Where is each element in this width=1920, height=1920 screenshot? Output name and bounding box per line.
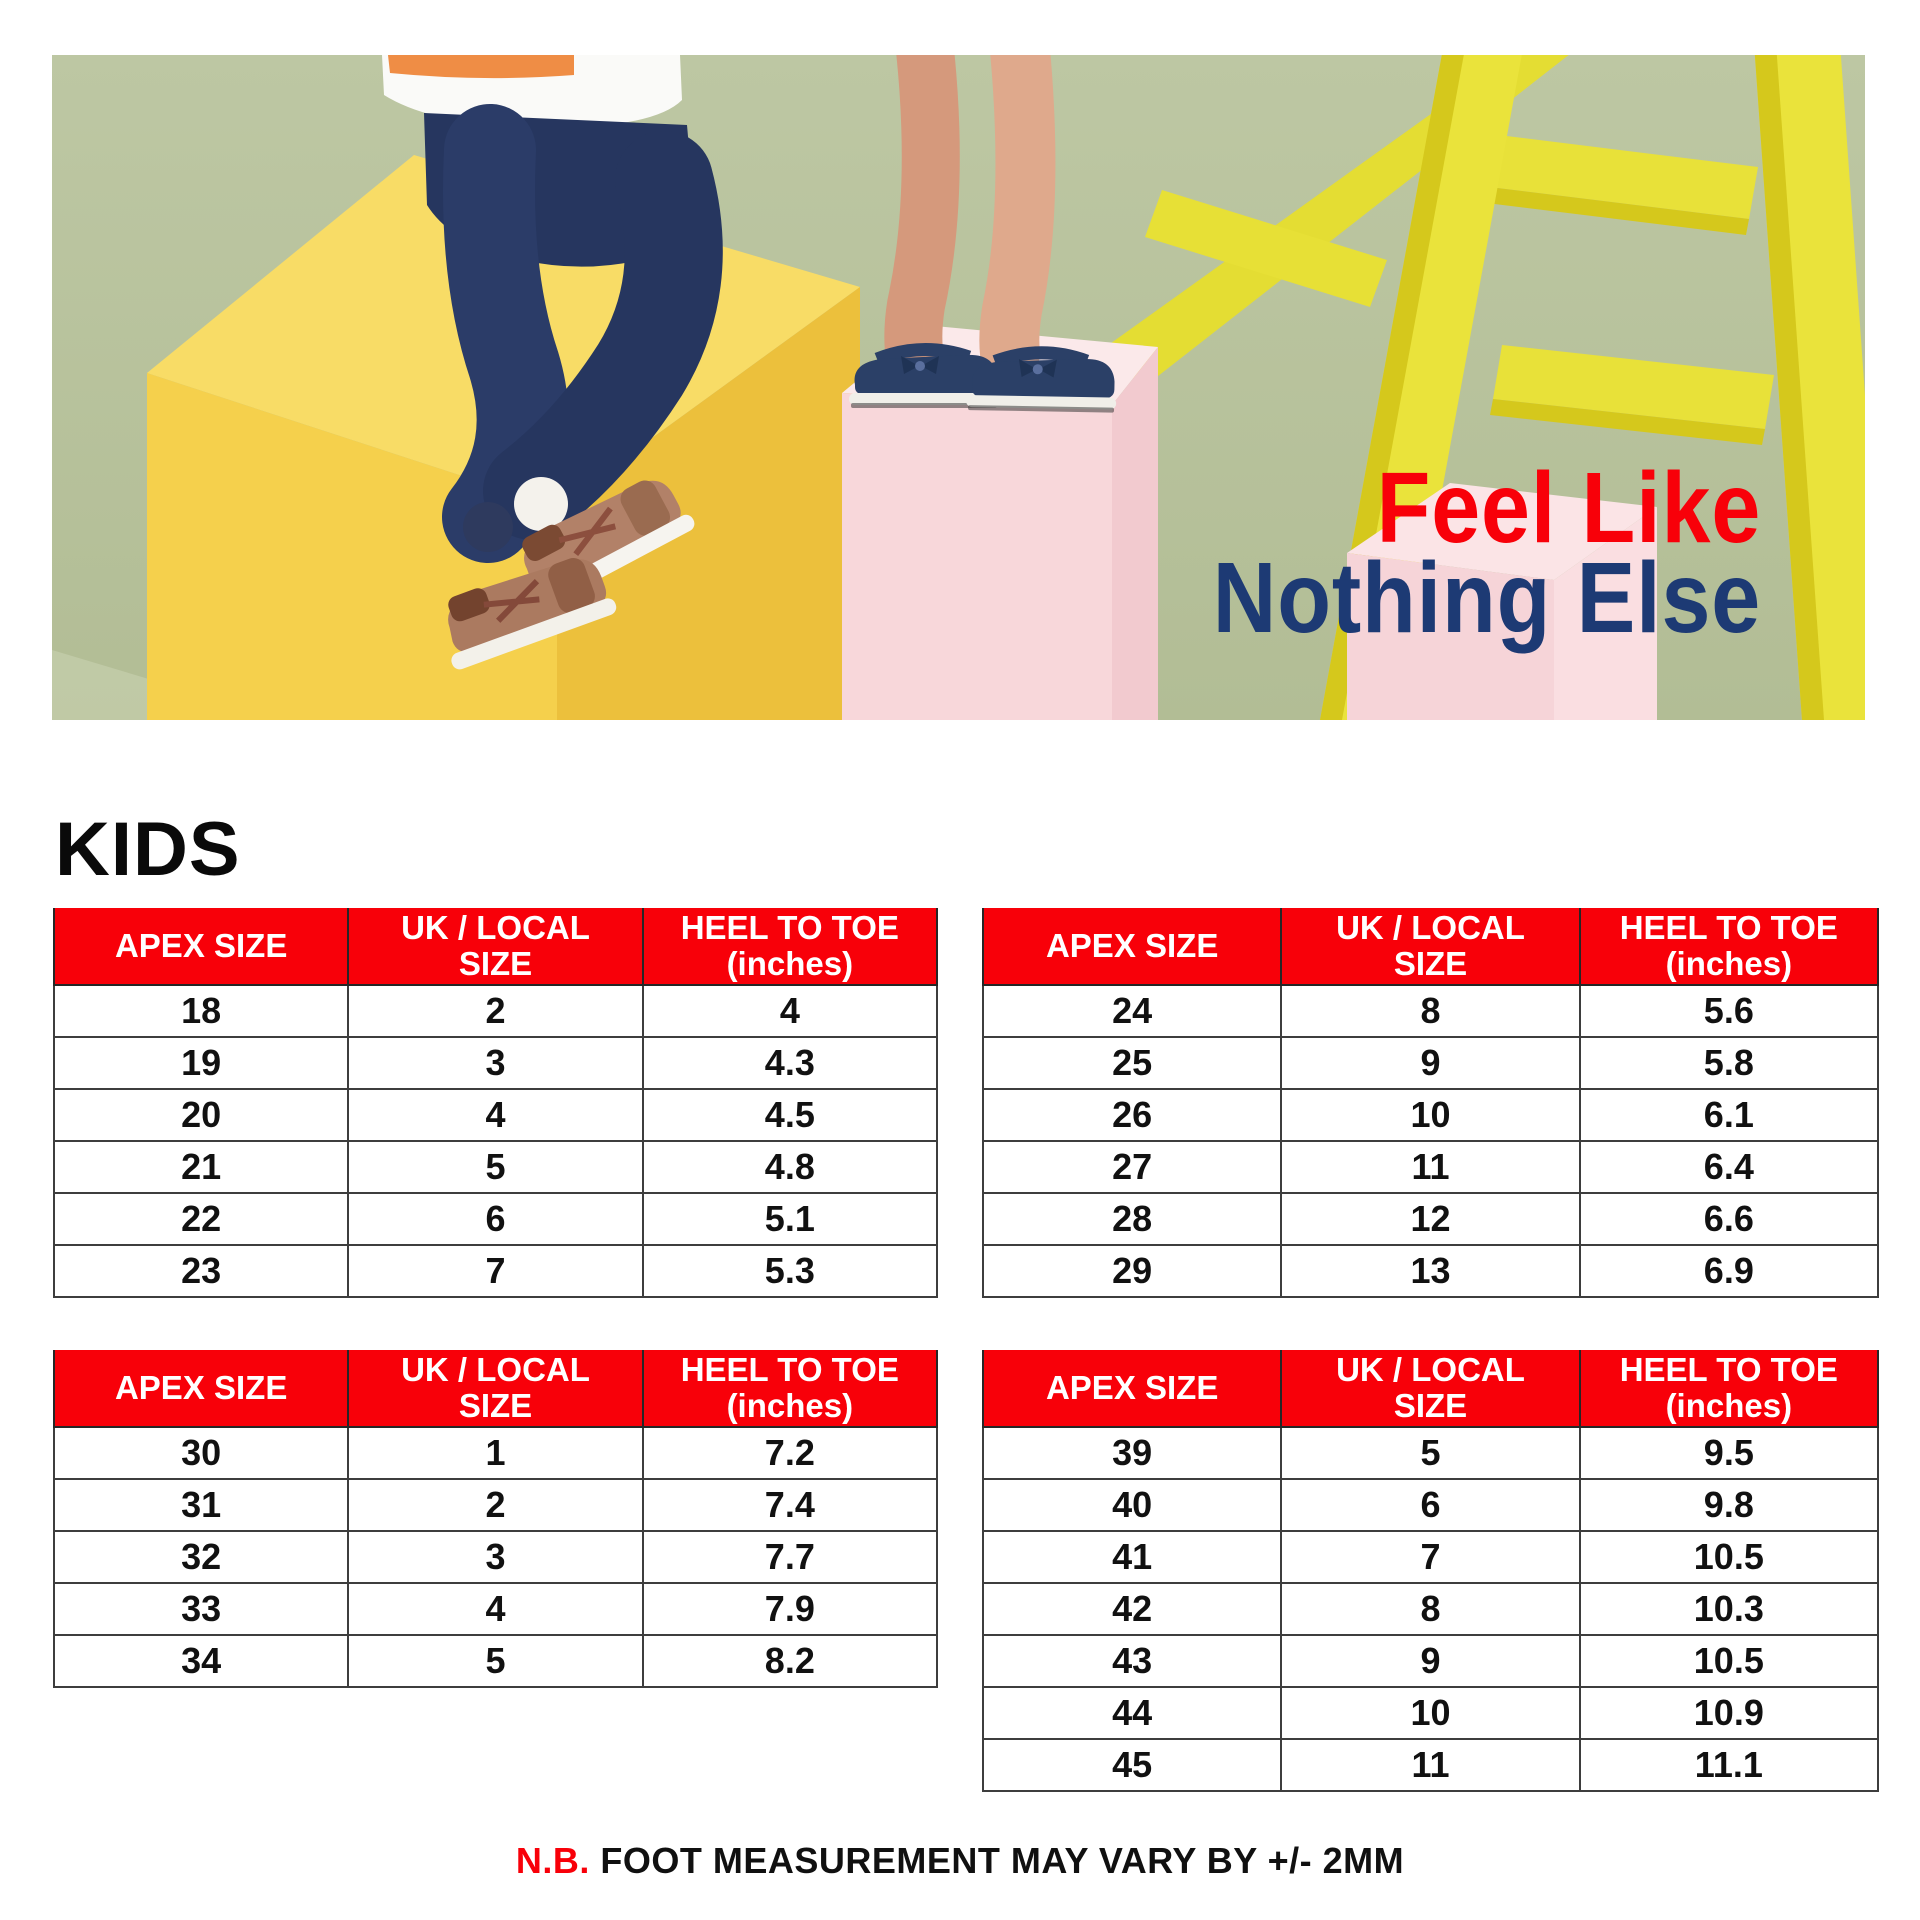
table-cell: 13 — [1281, 1245, 1579, 1297]
table-header-row — [983, 908, 1878, 985]
table-cell: 31 — [54, 1479, 348, 1531]
table-cell: 4.5 — [643, 1089, 937, 1141]
table-cell: 34 — [54, 1635, 348, 1687]
section-title: KIDS — [55, 807, 241, 892]
table-cell: 8.2 — [643, 1635, 937, 1687]
table-cell: 5.1 — [643, 1193, 937, 1245]
footnote — [0, 1840, 1920, 1882]
table-cell: 44 — [983, 1687, 1281, 1739]
table-row — [54, 1583, 937, 1635]
table-cell: 39 — [983, 1427, 1281, 1479]
table-cell: 6.1 — [1580, 1089, 1878, 1141]
table-cell: 29 — [983, 1245, 1281, 1297]
table-row — [983, 1479, 1878, 1531]
table-cell: 7.4 — [643, 1479, 937, 1531]
table-header-cell: APEX SIZE — [54, 908, 348, 985]
table-row — [54, 1245, 937, 1297]
table-cell: 6 — [348, 1193, 642, 1245]
table-cell: 9 — [1281, 1635, 1579, 1687]
hero-headline — [1212, 452, 1761, 654]
table-cell: 10.9 — [1580, 1687, 1878, 1739]
table-row — [983, 985, 1878, 1037]
girl-leg-left — [913, 55, 930, 351]
table-cell: 4 — [348, 1583, 642, 1635]
table-cell: 7 — [348, 1245, 642, 1297]
table-row — [54, 1635, 937, 1687]
table-row — [983, 1687, 1878, 1739]
table-header-row — [54, 908, 937, 985]
size-table-kids-24-29 — [982, 908, 1879, 1298]
table-cell: 5 — [1281, 1427, 1579, 1479]
table-cell: 7 — [1281, 1531, 1579, 1583]
boy-sock-navy — [463, 502, 513, 552]
table-row — [983, 1193, 1878, 1245]
table-row — [983, 1141, 1878, 1193]
table-cell: 5.3 — [643, 1245, 937, 1297]
table-cell: 33 — [54, 1583, 348, 1635]
table-header-cell: HEEL TO TOE (inches) — [1580, 1350, 1878, 1427]
table-header-cell: UK / LOCAL SIZE — [1281, 1350, 1579, 1427]
table-cell: 9.5 — [1580, 1427, 1878, 1479]
table-header-cell: HEEL TO TOE (inches) — [1580, 908, 1878, 985]
table-row — [54, 1427, 937, 1479]
hero-headline-line2: Nothing Else — [1212, 542, 1761, 654]
table-cell: 32 — [54, 1531, 348, 1583]
table-row — [54, 1037, 937, 1089]
boy-sweater-orange-stripe — [388, 55, 574, 78]
table-cell: 30 — [54, 1427, 348, 1479]
size-table-kids-30-34 — [53, 1350, 938, 1688]
girl-leg-right — [1009, 55, 1025, 353]
table-cell: 40 — [983, 1479, 1281, 1531]
table-cell: 10.5 — [1580, 1635, 1878, 1687]
table-header-row — [54, 1350, 937, 1427]
table-cell: 4.8 — [643, 1141, 937, 1193]
table-cell: 10.3 — [1580, 1583, 1878, 1635]
table-cell: 11.1 — [1580, 1739, 1878, 1791]
table-cell: 5.8 — [1580, 1037, 1878, 1089]
table-cell: 26 — [983, 1089, 1281, 1141]
table-header-cell: UK / LOCAL SIZE — [1281, 908, 1579, 985]
table-cell: 4.3 — [643, 1037, 937, 1089]
table-header-cell: UK / LOCAL SIZE — [348, 908, 642, 985]
table-header-row — [983, 1350, 1878, 1427]
table-header-cell: HEEL TO TOE (inches) — [643, 908, 937, 985]
table-cell: 23 — [54, 1245, 348, 1297]
table-cell: 19 — [54, 1037, 348, 1089]
table-cell: 5.6 — [1580, 985, 1878, 1037]
table-cell: 3 — [348, 1037, 642, 1089]
table-row — [983, 1583, 1878, 1635]
table-cell: 8 — [1281, 1583, 1579, 1635]
table-header-cell: APEX SIZE — [983, 908, 1281, 985]
table-cell: 21 — [54, 1141, 348, 1193]
hero-headline-line1: Feel Like — [1376, 452, 1761, 564]
table-cell: 6.4 — [1580, 1141, 1878, 1193]
table-row — [54, 1089, 937, 1141]
table-cell: 28 — [983, 1193, 1281, 1245]
table-cell: 11 — [1281, 1141, 1579, 1193]
table-cell: 9 — [1281, 1037, 1579, 1089]
table-cell: 9.8 — [1580, 1479, 1878, 1531]
footnote-text: FOOT MEASUREMENT MAY VARY BY +/- 2MM — [600, 1840, 1405, 1881]
table-cell: 6.6 — [1580, 1193, 1878, 1245]
table-cell: 6.9 — [1580, 1245, 1878, 1297]
table-cell: 8 — [1281, 985, 1579, 1037]
table-row — [983, 1245, 1878, 1297]
table-cell: 45 — [983, 1739, 1281, 1791]
table-cell: 7.9 — [643, 1583, 937, 1635]
table-cell: 11 — [1281, 1739, 1579, 1791]
table-cell: 10 — [1281, 1089, 1579, 1141]
table-header-cell: APEX SIZE — [54, 1350, 348, 1427]
table-row — [983, 1531, 1878, 1583]
table-cell: 43 — [983, 1635, 1281, 1687]
table-row — [983, 1635, 1878, 1687]
table-cell: 42 — [983, 1583, 1281, 1635]
hero-banner — [52, 55, 1865, 720]
table-cell: 12 — [1281, 1193, 1579, 1245]
table-cell: 5 — [348, 1635, 642, 1687]
table-cell: 3 — [348, 1531, 642, 1583]
table-cell: 10 — [1281, 1687, 1579, 1739]
table-cell: 18 — [54, 985, 348, 1037]
table-cell: 6 — [1281, 1479, 1579, 1531]
table-row — [54, 1479, 937, 1531]
size-table-kids-39-45 — [982, 1350, 1879, 1792]
table-cell: 4 — [348, 1089, 642, 1141]
table-cell: 41 — [983, 1531, 1281, 1583]
size-table-kids-18-23 — [53, 908, 938, 1298]
table-row — [54, 1531, 937, 1583]
table-cell: 25 — [983, 1037, 1281, 1089]
table-header-cell: APEX SIZE — [983, 1350, 1281, 1427]
table-cell: 10.5 — [1580, 1531, 1878, 1583]
table-cell: 7.2 — [643, 1427, 937, 1479]
table-header-cell: HEEL TO TOE (inches) — [643, 1350, 937, 1427]
table-row — [983, 1427, 1878, 1479]
table-row — [983, 1089, 1878, 1141]
table-cell: 4 — [643, 985, 937, 1037]
table-cell: 2 — [348, 985, 642, 1037]
table-cell: 7.7 — [643, 1531, 937, 1583]
table-row — [983, 1037, 1878, 1089]
table-row — [983, 1739, 1878, 1791]
table-row — [54, 1193, 937, 1245]
table-row — [54, 985, 937, 1037]
table-cell: 20 — [54, 1089, 348, 1141]
table-cell: 1 — [348, 1427, 642, 1479]
table-cell: 2 — [348, 1479, 642, 1531]
table-cell: 5 — [348, 1141, 642, 1193]
table-cell: 24 — [983, 985, 1281, 1037]
table-row — [54, 1141, 937, 1193]
table-header-cell: UK / LOCAL SIZE — [348, 1350, 642, 1427]
table-cell: 22 — [54, 1193, 348, 1245]
footnote-prefix: N.B. — [515, 1840, 590, 1881]
table-cell: 27 — [983, 1141, 1281, 1193]
